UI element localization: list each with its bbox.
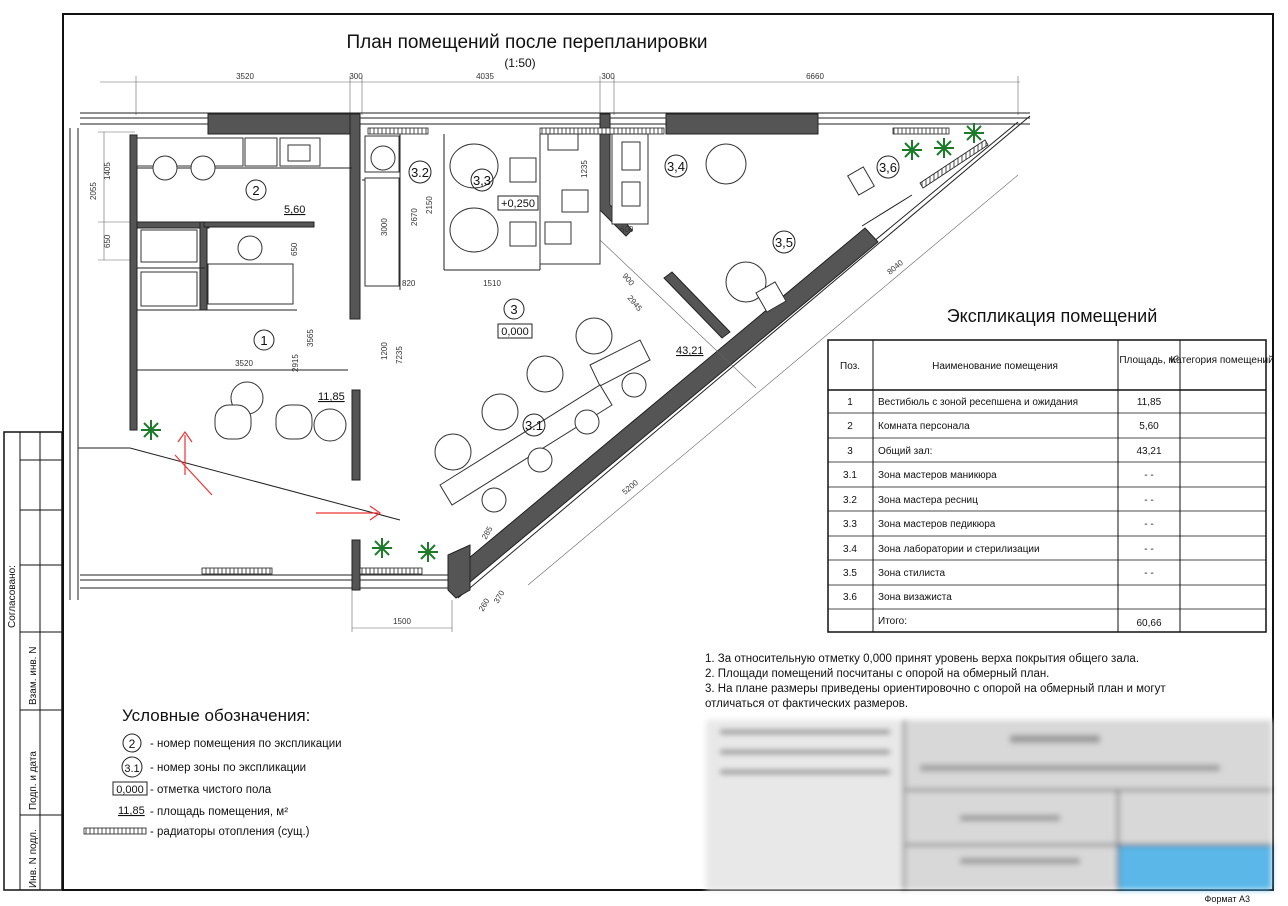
dim-5200: 5200 xyxy=(620,478,640,497)
table-cell-pos: 3 xyxy=(847,446,853,457)
room-label-2: 2 xyxy=(252,183,260,198)
dim-room3-area: 43,21 xyxy=(676,345,704,357)
table-header-name: Наименование помещения xyxy=(932,361,1058,372)
side-stamp xyxy=(4,432,62,890)
dim-left-2: 1405 xyxy=(103,162,112,180)
room-label-3-6: 3,6 xyxy=(878,160,898,175)
level-mark-plus: +0,250 xyxy=(501,198,535,210)
table-cell-name: Итого: xyxy=(878,616,907,627)
explication-table xyxy=(828,306,1274,632)
table-cell-name: Зона стилиста xyxy=(878,568,946,579)
table-cell-pos: 3.6 xyxy=(843,592,857,603)
side-stamp-orig: Инв. N подл. xyxy=(28,829,39,888)
room-label-1: 1 xyxy=(260,333,268,348)
dim-1510: 1510 xyxy=(483,279,501,288)
table-cell-area: 43,21 xyxy=(1136,446,1162,457)
side-stamp-agreed: Согласовано: xyxy=(7,565,18,628)
page-title: План помещений после перепланировки xyxy=(346,32,708,53)
legend-text-area: - площадь помещения, м² xyxy=(150,806,289,818)
thick-walls xyxy=(130,114,878,598)
dim-1235: 1235 xyxy=(580,160,589,178)
room-label-3-4: 3,4 xyxy=(666,159,686,174)
dim-2915: 2915 xyxy=(291,354,300,372)
side-stamp-inv: Взам. инв. N xyxy=(28,646,39,705)
dim-left-1: 2055 xyxy=(89,182,98,200)
table-cell-pos: 3.3 xyxy=(843,519,857,530)
plant-icon xyxy=(902,140,922,160)
legend-symbol-zone: 3.1 xyxy=(124,763,140,775)
table-cell-pos: 3.4 xyxy=(843,544,857,555)
dim-600: 600 xyxy=(620,225,634,234)
legend-text-level: - отметка чистого пола xyxy=(150,784,272,796)
room-label-3-2: 3.2 xyxy=(410,165,430,180)
table-cell-pos: 2 xyxy=(847,421,853,432)
table-cell-pos: 3.2 xyxy=(843,495,857,506)
legend xyxy=(84,706,342,838)
dim-3000: 3000 xyxy=(380,218,389,236)
table-header-cat: Категория помещений xyxy=(1170,355,1274,366)
plant-icon xyxy=(418,542,438,562)
dim-room2-area: 5,60 xyxy=(284,204,306,216)
table-cell-pos: 1 xyxy=(847,397,853,408)
plant-icon xyxy=(372,538,392,558)
note-3-cont: отличаться от фактических размеров. xyxy=(705,698,909,710)
legend-text-radiator: - радиаторы отопления (сущ.) xyxy=(150,826,310,838)
note-1: 1. За относительную отметку 0,000 принят уровень верха покрытия общего зала. xyxy=(705,653,1140,665)
dim-top-1: 3520 xyxy=(236,72,254,81)
table-cell-name: Общий зал: xyxy=(878,446,933,457)
dim-2945: 2945 xyxy=(625,293,644,313)
table-header-pos: Поз. xyxy=(840,361,860,372)
table-cell-name: Зона визажиста xyxy=(878,592,952,603)
table-cell-name: Комната персонала xyxy=(878,421,970,432)
room-label-3-3: 3,3 xyxy=(472,173,492,188)
table-cell-area: - - xyxy=(1144,568,1154,579)
title-block-obscured xyxy=(706,720,1272,890)
left-dimension-chain xyxy=(89,132,135,260)
dim-1200: 1200 xyxy=(380,342,389,360)
dim-370: 370 xyxy=(491,588,507,605)
dim-285: 285 xyxy=(479,524,495,541)
note-2: 2. Площади помещений посчитаны с опорой на обмерный план. xyxy=(705,668,1050,680)
dim-top-5: 6660 xyxy=(806,72,824,81)
table-cell-area: - - xyxy=(1144,519,1154,530)
dim-3520-interior: 3520 xyxy=(235,359,253,368)
table-cell-name: Вестибюль с зоной ресепшена и ожидания xyxy=(878,397,1079,408)
table-cell-area: - - xyxy=(1144,544,1154,555)
side-stamp-sign: Подп. и дата xyxy=(28,751,39,810)
explication-title: Экспликация помещений xyxy=(946,306,1158,326)
note-3: 3. На плане размеры приведены ориентировочно с опорой на обмерный план и могут xyxy=(705,683,1166,695)
legend-symbol-level: 0,000 xyxy=(116,784,144,796)
format-label: Формат А3 xyxy=(1204,894,1250,904)
dim-2150: 2150 xyxy=(425,196,434,214)
dim-3565: 3565 xyxy=(306,329,315,347)
dim-650: 650 xyxy=(290,242,299,256)
room-label-3-5: 3,5 xyxy=(774,235,794,250)
table-cell-area: 60,66 xyxy=(1136,618,1162,629)
dim-1500: 1500 xyxy=(393,617,411,626)
table-cell-area: 11,85 xyxy=(1136,397,1162,408)
top-dimension-chain xyxy=(100,72,1020,115)
plant-icon xyxy=(141,420,161,440)
legend-symbol-room: 2 xyxy=(128,737,136,751)
dim-820: 820 xyxy=(402,279,416,288)
table-header-area: Площадь, м² xyxy=(1119,355,1179,366)
table-cell-pos: 3.1 xyxy=(843,470,857,481)
table-cell-name: Зона лаборатории и стерилизации xyxy=(878,544,1040,555)
room-label-3-1: 3.1 xyxy=(524,418,544,433)
table-cell-name: Зона мастеров педикюра xyxy=(878,519,996,530)
legend-text-zone: - номер зоны по экспликации xyxy=(150,762,307,774)
scale-label: (1:50) xyxy=(504,56,536,70)
legend-title: Условные обозначения: xyxy=(122,706,311,725)
table-cell-name: Зона мастеров маникюра xyxy=(878,470,997,481)
dim-top-3: 4035 xyxy=(476,72,494,81)
dim-7235: 7235 xyxy=(395,346,404,364)
dim-top-2: 300 xyxy=(349,72,363,81)
notes xyxy=(705,653,1166,710)
dim-2670: 2670 xyxy=(410,208,419,226)
dim-8040: 8040 xyxy=(885,258,905,277)
room-label-3: 3 xyxy=(510,302,518,317)
dim-left-3: 650 xyxy=(103,234,112,248)
legend-text-room: - номер помещения по экспликации xyxy=(150,738,342,750)
plant-icon xyxy=(964,123,984,143)
table-cell-area: 5,60 xyxy=(1139,421,1159,432)
table-cell-pos: 3.5 xyxy=(843,568,857,579)
table-cell-area: - - xyxy=(1144,495,1154,506)
legend-symbol-area: 11,85 xyxy=(118,805,145,817)
dim-260: 260 xyxy=(476,596,492,613)
dim-900: 900 xyxy=(620,271,636,288)
dim-room1-area: 11,85 xyxy=(318,391,345,403)
table-cell-name: Зона мастера ресниц xyxy=(878,495,978,506)
dim-top-4: 300 xyxy=(601,72,615,81)
table-cell-area: - - xyxy=(1144,470,1154,481)
plant-icon xyxy=(934,138,954,158)
level-mark-zero: 0,000 xyxy=(501,326,529,338)
